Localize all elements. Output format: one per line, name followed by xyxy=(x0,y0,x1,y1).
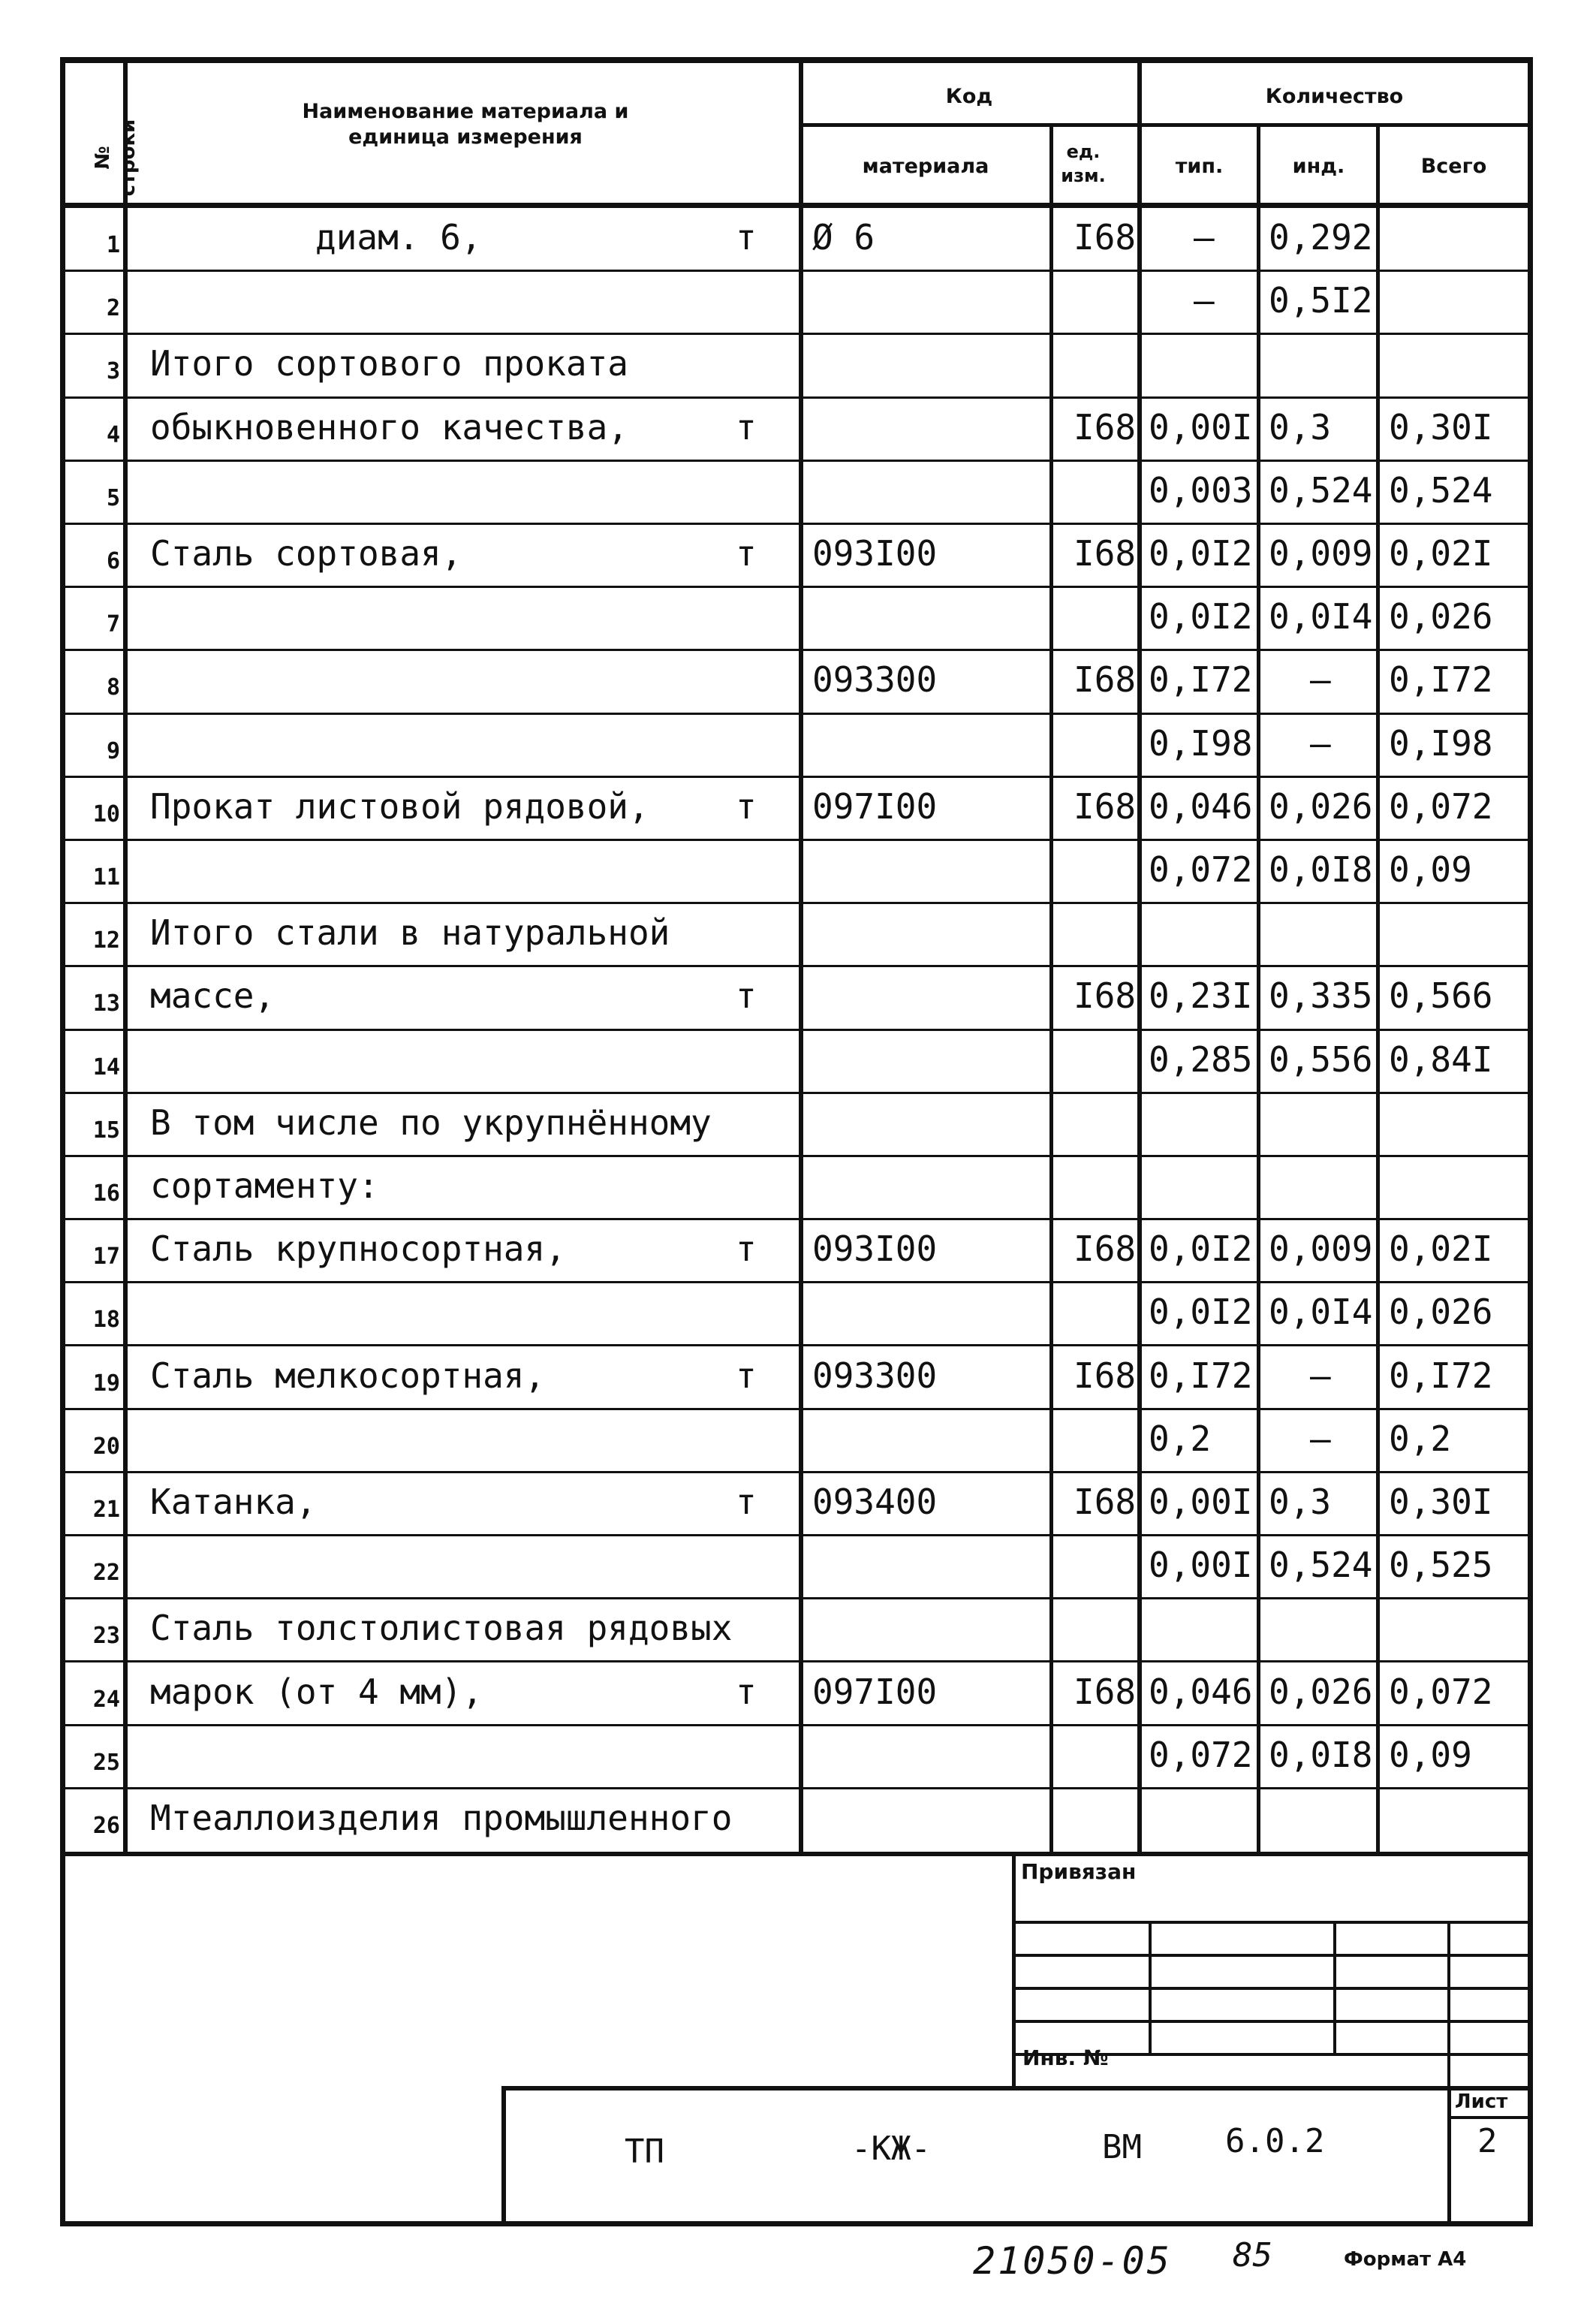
row-total: 0,072 xyxy=(1389,1671,1493,1712)
row-ind: 0,0I4 xyxy=(1269,1292,1373,1332)
frame-bottom xyxy=(60,2221,1533,2226)
row-number: 13 xyxy=(92,990,120,1017)
row-unit: I68 xyxy=(1074,1671,1137,1712)
row-name: Сталь толстолистовая рядовых xyxy=(150,1608,733,1648)
row-unit-symbol: т xyxy=(736,407,757,448)
row-number: 22 xyxy=(92,1560,120,1586)
header-material: материала xyxy=(862,155,989,178)
row-name: Сталь сортовая, xyxy=(150,533,462,574)
row-name: обыкновенного качества, xyxy=(150,407,628,448)
row-divider xyxy=(62,333,1528,335)
row-unit-symbol: т xyxy=(736,217,757,258)
row-tip: – xyxy=(1194,280,1215,321)
row-ind: 0,009 xyxy=(1269,533,1373,574)
row-number: 19 xyxy=(92,1370,120,1397)
row-divider xyxy=(62,839,1528,841)
row-number: 16 xyxy=(92,1180,120,1207)
row-number: 14 xyxy=(92,1054,120,1081)
row-divider xyxy=(62,1408,1528,1410)
row-number: 10 xyxy=(92,801,120,827)
row-total: 0,2 xyxy=(1389,1418,1452,1459)
row-divider xyxy=(62,1092,1528,1094)
header-bottom-line xyxy=(62,203,1528,208)
row-number: 15 xyxy=(92,1117,120,1144)
doc-vm: ВМ xyxy=(1102,2128,1142,2166)
row-tip: 0,285 xyxy=(1149,1039,1253,1080)
header-row-no: № строки xyxy=(92,119,140,197)
row-ind: 0,556 xyxy=(1269,1039,1373,1080)
doc-tp: ТП xyxy=(625,2133,664,2171)
row-ind: 0,3 xyxy=(1269,1482,1332,1522)
row-name: массе, xyxy=(150,975,276,1016)
row-ind: 0,0I8 xyxy=(1269,1735,1373,1775)
row-unit: I68 xyxy=(1074,1228,1137,1269)
header-mid-line xyxy=(800,123,1528,127)
doc-number: 6.0.2 xyxy=(1225,2122,1325,2160)
row-tip: 0,00I xyxy=(1149,1482,1253,1522)
header-code: Код xyxy=(945,85,993,108)
row-tip: 0,I98 xyxy=(1149,723,1253,764)
row-unit: I68 xyxy=(1074,1482,1137,1522)
row-divider xyxy=(62,1218,1528,1220)
row-total: 0,84I xyxy=(1389,1039,1493,1080)
stamp-line-4 xyxy=(1014,2020,1528,2023)
stamp-col-2 xyxy=(1333,1921,1336,2056)
row-tip: 0,003 xyxy=(1149,470,1253,511)
stamp-col-1 xyxy=(1149,1921,1152,2056)
row-name: диам. 6, xyxy=(315,217,482,258)
row-unit-symbol: т xyxy=(736,533,757,574)
row-unit-symbol: т xyxy=(736,786,757,827)
title-left-line xyxy=(501,2086,506,2223)
row-tip: 0,0I2 xyxy=(1149,1228,1253,1269)
row-tip: 0,0I2 xyxy=(1149,1292,1253,1332)
row-total: 0,072 xyxy=(1389,786,1493,827)
col-line-name xyxy=(799,57,803,1853)
row-total: 0,09 xyxy=(1389,1735,1472,1775)
row-tip: 0,046 xyxy=(1149,786,1253,827)
row-total: 0,524 xyxy=(1389,470,1493,511)
row-tip: 0,I72 xyxy=(1149,1355,1253,1396)
header-ind: инд. xyxy=(1292,155,1345,178)
row-ind: 0,335 xyxy=(1269,975,1373,1016)
row-ind: – xyxy=(1310,1418,1331,1459)
row-number: 3 xyxy=(106,358,120,384)
row-number: 24 xyxy=(92,1687,120,1713)
row-ind: 0,524 xyxy=(1269,1545,1373,1585)
row-code: Ø 6 xyxy=(812,217,875,258)
col-line-ind xyxy=(1376,126,1380,1853)
row-unit: I68 xyxy=(1074,786,1137,827)
row-tip: 0,00I xyxy=(1149,407,1253,448)
row-divider xyxy=(62,1724,1528,1726)
row-unit-symbol: т xyxy=(736,1228,757,1269)
sheet-label: Лист xyxy=(1455,2090,1508,2113)
row-number: 4 xyxy=(106,422,120,448)
row-number: 12 xyxy=(92,927,120,954)
row-unit-symbol: т xyxy=(736,975,757,1016)
row-divider xyxy=(62,523,1528,525)
row-tip: 0,072 xyxy=(1149,1735,1253,1775)
row-divider xyxy=(62,649,1528,651)
row-unit: I68 xyxy=(1074,1355,1137,1396)
row-total: 0,525 xyxy=(1389,1545,1493,1585)
row-name: В том числе по укрупнённому xyxy=(150,1102,712,1143)
row-total: 0,02I xyxy=(1389,533,1493,574)
row-ind: 0,026 xyxy=(1269,1671,1373,1712)
row-divider xyxy=(62,586,1528,588)
row-number: 11 xyxy=(92,864,120,891)
row-ind: 0,009 xyxy=(1269,1228,1373,1269)
footer-code: 21050-05 xyxy=(973,2239,1172,2283)
row-name: Катанка, xyxy=(150,1482,317,1522)
row-ind: 0,3 xyxy=(1269,407,1332,448)
row-total: 0,09 xyxy=(1389,849,1472,890)
row-total: 0,026 xyxy=(1389,596,1493,637)
row-total: 0,02I xyxy=(1389,1228,1493,1269)
row-name: марок (от 4 мм), xyxy=(150,1671,483,1712)
row-divider xyxy=(62,1029,1528,1031)
row-unit-symbol: т xyxy=(736,1355,757,1396)
col-line-code xyxy=(1049,126,1053,1853)
row-name: сортаменту: xyxy=(150,1165,379,1206)
row-tip: 0,23I xyxy=(1149,975,1253,1016)
row-number: 6 xyxy=(106,548,120,574)
row-divider xyxy=(62,1471,1528,1473)
row-unit-symbol: т xyxy=(736,1482,757,1522)
header-name: Наименование материала и единица измерения xyxy=(302,100,629,149)
row-unit: I68 xyxy=(1074,217,1137,258)
header-quantity: Количество xyxy=(1265,85,1404,108)
row-divider xyxy=(62,1155,1528,1157)
title-sheet-line xyxy=(1447,2086,1451,2223)
row-divider xyxy=(62,1534,1528,1536)
col-line-rownum xyxy=(123,57,128,1853)
row-divider xyxy=(62,1281,1528,1283)
row-ind: – xyxy=(1310,1355,1331,1396)
row-ind: – xyxy=(1310,723,1331,764)
row-tip: 0,00I xyxy=(1149,1545,1253,1585)
row-number: 17 xyxy=(92,1243,120,1270)
frame-left xyxy=(60,57,65,2226)
frame-top xyxy=(62,57,1533,63)
row-divider xyxy=(62,460,1528,462)
row-unit: I68 xyxy=(1074,975,1137,1016)
row-code: 097I00 xyxy=(812,786,938,827)
row-number: 23 xyxy=(92,1623,120,1649)
sheet-label-line xyxy=(1450,2116,1528,2119)
row-divider xyxy=(62,396,1528,399)
row-divider xyxy=(62,1787,1528,1789)
row-total: 0,I72 xyxy=(1389,659,1493,700)
table-bottom-line xyxy=(62,1852,1528,1856)
row-number: 26 xyxy=(92,1813,120,1839)
privyazan-label: Привязан xyxy=(1021,1859,1137,1884)
row-ind: 0,292 xyxy=(1269,217,1373,258)
row-number: 2 xyxy=(106,295,120,321)
row-divider xyxy=(62,776,1528,778)
row-divider xyxy=(62,713,1528,715)
row-code: 093300 xyxy=(812,1355,938,1396)
row-code: 093I00 xyxy=(812,1228,938,1269)
stamp-col-3 xyxy=(1447,1921,1450,2089)
row-divider xyxy=(62,902,1528,904)
title-top-line xyxy=(501,2086,1528,2090)
header-tip: тип. xyxy=(1175,155,1224,178)
row-divider xyxy=(62,1660,1528,1662)
row-divider xyxy=(62,1344,1528,1346)
row-number: 20 xyxy=(92,1433,120,1460)
row-unit: I68 xyxy=(1074,659,1137,700)
row-total: 0,566 xyxy=(1389,975,1493,1016)
row-unit: I68 xyxy=(1074,407,1137,448)
row-ind: 0,524 xyxy=(1269,470,1373,511)
row-ind: 0,0I4 xyxy=(1269,596,1373,637)
row-name: Итого сортового проката xyxy=(150,343,628,384)
row-tip: 0,0I2 xyxy=(1149,596,1253,637)
row-number: 7 xyxy=(106,611,120,638)
row-number: 8 xyxy=(106,674,120,701)
row-name: Прокат листовой рядовой, xyxy=(150,786,649,827)
row-code: 093I00 xyxy=(812,533,938,574)
stamp-line-1 xyxy=(1014,1921,1528,1924)
row-tip: 0,0I2 xyxy=(1149,533,1253,574)
row-name: Сталь крупносортная, xyxy=(150,1228,566,1269)
row-number: 25 xyxy=(92,1750,120,1776)
row-number: 21 xyxy=(92,1497,120,1523)
row-name: Итого стали в натуральной xyxy=(150,912,670,953)
row-ind: 0,0I8 xyxy=(1269,849,1373,890)
inv-no-label: Инв. № xyxy=(1022,2045,1109,2070)
row-total: 0,I98 xyxy=(1389,723,1493,764)
row-divider xyxy=(62,1597,1528,1599)
row-divider xyxy=(62,270,1528,272)
row-total: 0,30I xyxy=(1389,1482,1493,1522)
row-tip: – xyxy=(1194,217,1215,258)
row-total: 0,30I xyxy=(1389,407,1493,448)
row-tip: 0,I72 xyxy=(1149,659,1253,700)
row-code: 097I00 xyxy=(812,1671,938,1712)
footer-page: 85 xyxy=(1233,2236,1272,2274)
row-divider xyxy=(62,965,1528,967)
doc-kzh: -КЖ- xyxy=(851,2130,931,2168)
stamp-line-2 xyxy=(1014,1954,1528,1957)
row-ind: 0,5I2 xyxy=(1269,280,1373,321)
row-name: Мтеаллоизделия промышленного xyxy=(150,1798,733,1838)
row-tip: 0,2 xyxy=(1149,1418,1212,1459)
frame-right xyxy=(1528,57,1533,2226)
stamp-line-3 xyxy=(1014,1987,1528,1990)
row-number: 1 xyxy=(106,232,120,258)
footer-format: Формат А4 xyxy=(1344,2248,1467,2271)
row-number: 9 xyxy=(106,738,120,764)
row-total: 0,I72 xyxy=(1389,1355,1493,1396)
header-total: Всего xyxy=(1420,155,1487,178)
row-tip: 0,046 xyxy=(1149,1671,1253,1712)
row-unit-symbol: т xyxy=(736,1671,757,1712)
col-line-tip xyxy=(1257,126,1260,1853)
sheet-number: 2 xyxy=(1477,2122,1498,2160)
row-total: 0,026 xyxy=(1389,1292,1493,1332)
row-code: 093400 xyxy=(812,1482,938,1522)
row-name: Сталь мелкосортная, xyxy=(150,1355,546,1396)
row-ind: 0,026 xyxy=(1269,786,1373,827)
row-number: 18 xyxy=(92,1307,120,1333)
row-tip: 0,072 xyxy=(1149,849,1253,890)
row-code: 093300 xyxy=(812,659,938,700)
row-ind: – xyxy=(1310,659,1331,700)
header-unit: ед. изм. xyxy=(1061,141,1106,186)
row-number: 5 xyxy=(106,485,120,511)
col-line-unit xyxy=(1137,57,1142,1853)
row-unit: I68 xyxy=(1074,533,1137,574)
